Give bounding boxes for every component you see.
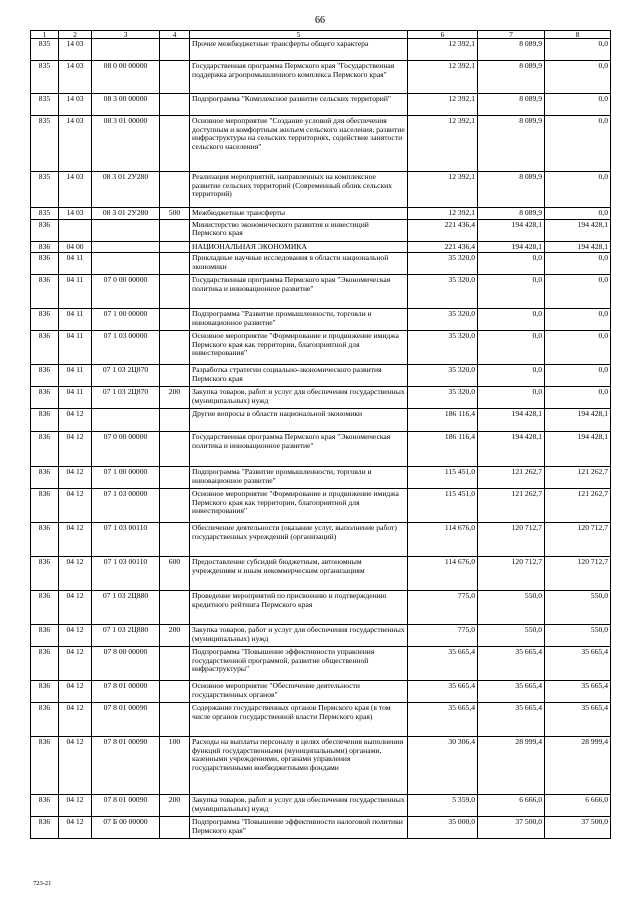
table-row xyxy=(31,219,611,241)
cell-amount-8: 0,0 xyxy=(545,39,611,61)
cell-expense-type xyxy=(160,172,190,208)
cell-admin-code: 836 xyxy=(31,241,59,253)
cell-section-code: 04 12 xyxy=(59,795,92,817)
cell-expense-type xyxy=(160,467,190,489)
cell-amount-6: 35 320,0 xyxy=(408,309,478,331)
cell-amount-7: 550,0 xyxy=(478,591,545,625)
cell-section-code: 04 12 xyxy=(59,557,92,591)
cell-amount-7: 35 665,4 xyxy=(478,647,545,681)
cell-amount-8: 37 500,0 xyxy=(545,817,611,839)
cell-name: Другие вопросы в области национальной экономики xyxy=(190,409,408,432)
cell-admin-code: 836 xyxy=(31,309,59,331)
cell-target-code: 07 0 00 00000 xyxy=(92,432,160,467)
cell-admin-code: 836 xyxy=(31,591,59,625)
cell-section-code: 04 12 xyxy=(59,591,92,625)
cell-admin-code: 835 xyxy=(31,61,59,94)
cell-target-code: 07 1 03 2Ц880 xyxy=(92,591,160,625)
cell-target-code: 07 1 03 2Ц870 xyxy=(92,387,160,409)
cell-expense-type: 200 xyxy=(160,625,190,647)
cell-amount-8: 194 428,1 xyxy=(545,241,611,253)
cell-admin-code: 836 xyxy=(31,647,59,681)
cell-amount-6: 775,0 xyxy=(408,625,478,647)
cell-name: Реализация мероприятий, направленных на комплексное развитие сельских территорий (Современный облик сельских территорий) xyxy=(190,172,408,208)
cell-amount-6: 115 451,0 xyxy=(408,489,478,523)
cell-section-code: 04 12 xyxy=(59,432,92,467)
cell-amount-8: 121 262,7 xyxy=(545,489,611,523)
cell-target-code: 07 1 00 00000 xyxy=(92,309,160,331)
table-row xyxy=(31,489,611,523)
cell-amount-8: 35 665,4 xyxy=(545,681,611,703)
table-body xyxy=(31,39,611,839)
cell-amount-7: 28 999,4 xyxy=(478,737,545,795)
cell-admin-code: 836 xyxy=(31,331,59,365)
cell-target-code: 08 3 01 00000 xyxy=(92,116,160,172)
cell-amount-7: 0,0 xyxy=(478,387,545,409)
cell-amount-7: 8 089,9 xyxy=(478,116,545,172)
cell-amount-8: 0,0 xyxy=(545,61,611,94)
cell-expense-type xyxy=(160,647,190,681)
cell-name: Основное мероприятие "Формирование и продвижение имиджа Пермского края как территории, благоприятной для инвестирования" xyxy=(190,331,408,365)
cell-amount-6: 12 392,1 xyxy=(408,172,478,208)
col-header-5: 5 xyxy=(190,31,408,39)
table-row xyxy=(31,737,611,795)
cell-amount-8: 194 428,1 xyxy=(545,409,611,432)
cell-target-code: 08 3 01 2У280 xyxy=(92,208,160,220)
cell-expense-type: 200 xyxy=(160,795,190,817)
cell-target-code: 07 1 03 00110 xyxy=(92,523,160,557)
table-row xyxy=(31,523,611,557)
table-row xyxy=(31,331,611,365)
cell-name: Подпрограмма "Комплексное развитие сельских территорий" xyxy=(190,94,408,116)
cell-amount-7: 8 089,9 xyxy=(478,208,545,220)
cell-amount-6: 35 665,4 xyxy=(408,703,478,737)
cell-section-code: 04 12 xyxy=(59,467,92,489)
cell-amount-8: 120 712,7 xyxy=(545,523,611,557)
cell-target-code: 07 0 00 00000 xyxy=(92,275,160,309)
cell-expense-type: 100 xyxy=(160,737,190,795)
cell-amount-8: 0,0 xyxy=(545,94,611,116)
cell-name: Министерство экономического развития и инвестиций Пермского края xyxy=(190,219,408,241)
cell-amount-6: 12 392,1 xyxy=(408,116,478,172)
cell-target-code: 07 8 01 00090 xyxy=(92,703,160,737)
cell-section-code: 04 12 xyxy=(59,409,92,432)
cell-admin-code: 835 xyxy=(31,39,59,61)
cell-admin-code: 836 xyxy=(31,625,59,647)
cell-admin-code: 836 xyxy=(31,387,59,409)
cell-expense-type xyxy=(160,241,190,253)
cell-name: Государственная программа Пермского края "Экономическая политика и инновационное развитие" xyxy=(190,432,408,467)
cell-name: Подпрограмма "Повышение эффективности управления государственной программой, развитие общественной инфраструктуры" xyxy=(190,647,408,681)
cell-target-code: 07 8 01 00090 xyxy=(92,795,160,817)
cell-amount-6: 12 392,1 xyxy=(408,39,478,61)
cell-section-code: 04 12 xyxy=(59,523,92,557)
col-header-1: 1 xyxy=(31,31,59,39)
cell-amount-8: 35 665,4 xyxy=(545,647,611,681)
cell-expense-type xyxy=(160,39,190,61)
cell-amount-8: 0,0 xyxy=(545,309,611,331)
cell-expense-type xyxy=(160,703,190,737)
table-row xyxy=(31,365,611,387)
cell-section-code: 14 03 xyxy=(59,61,92,94)
cell-name: Подпрограмма "Развитие промышленности, торговли и инновационное развитие" xyxy=(190,309,408,331)
cell-amount-7: 0,0 xyxy=(478,331,545,365)
cell-amount-6: 35 000,0 xyxy=(408,817,478,839)
cell-name: Прочие межбюджетные трансферты общего характера xyxy=(190,39,408,61)
cell-admin-code: 836 xyxy=(31,219,59,241)
cell-amount-6: 221 436,4 xyxy=(408,219,478,241)
cell-target-code: 07 1 03 2Ц870 xyxy=(92,365,160,387)
table-row xyxy=(31,309,611,331)
cell-admin-code: 835 xyxy=(31,116,59,172)
cell-expense-type xyxy=(160,817,190,839)
cell-name: Закупка товаров, работ и услуг для обеспечения государственных (муниципальных) нужд xyxy=(190,795,408,817)
cell-amount-7: 121 262,7 xyxy=(478,489,545,523)
cell-amount-7: 37 500,0 xyxy=(478,817,545,839)
cell-amount-6: 775,0 xyxy=(408,591,478,625)
cell-target-code: 07 1 03 00110 xyxy=(92,557,160,591)
cell-amount-7: 8 089,9 xyxy=(478,39,545,61)
cell-name: Подпрограмма "Развитие промышленности, торговли и инновационное развитие" xyxy=(190,467,408,489)
cell-section-code: 14 03 xyxy=(59,172,92,208)
col-header-3: 3 xyxy=(92,31,160,39)
cell-amount-7: 35 665,4 xyxy=(478,703,545,737)
cell-section-code: 04 12 xyxy=(59,817,92,839)
cell-section-code: 04 11 xyxy=(59,309,92,331)
cell-admin-code: 835 xyxy=(31,208,59,220)
cell-admin-code: 836 xyxy=(31,253,59,275)
cell-admin-code: 836 xyxy=(31,681,59,703)
table-header-row xyxy=(31,31,611,39)
cell-amount-7: 194 428,1 xyxy=(478,432,545,467)
cell-admin-code: 836 xyxy=(31,795,59,817)
cell-amount-8: 0,0 xyxy=(545,387,611,409)
cell-admin-code: 836 xyxy=(31,365,59,387)
cell-amount-8: 194 428,1 xyxy=(545,219,611,241)
cell-name: Основное мероприятие "Создание условий для обеспечения доступным и комфортным жильем сельского населения, развитие инфраструктуры на сельских территориях, содействие занятости сельского населения" xyxy=(190,116,408,172)
col-header-2: 2 xyxy=(59,31,92,39)
cell-expense-type xyxy=(160,523,190,557)
cell-expense-type xyxy=(160,219,190,241)
cell-expense-type: 600 xyxy=(160,557,190,591)
col-header-8: 8 xyxy=(545,31,611,39)
cell-name: Межбюджетные трансферты xyxy=(190,208,408,220)
cell-expense-type xyxy=(160,94,190,116)
cell-amount-8: 120 712,7 xyxy=(545,557,611,591)
cell-expense-type xyxy=(160,591,190,625)
budget-table xyxy=(30,30,611,839)
cell-amount-6: 12 392,1 xyxy=(408,208,478,220)
table-row xyxy=(31,467,611,489)
cell-amount-6: 5 359,0 xyxy=(408,795,478,817)
page-number: 66 xyxy=(315,15,325,26)
cell-target-code: 07 1 03 2Ц880 xyxy=(92,625,160,647)
table-row xyxy=(31,94,611,116)
cell-amount-8: 28 999,4 xyxy=(545,737,611,795)
cell-target-code xyxy=(92,39,160,61)
cell-amount-6: 12 392,1 xyxy=(408,94,478,116)
cell-amount-7: 120 712,7 xyxy=(478,523,545,557)
cell-name: Предоставление субсидий бюджетным, автономным учреждениям и иным некоммерческим организациям xyxy=(190,557,408,591)
cell-amount-7: 121 262,7 xyxy=(478,467,545,489)
cell-target-code xyxy=(92,253,160,275)
cell-amount-7: 8 089,9 xyxy=(478,94,545,116)
cell-name: Проведение мероприятий по присвоению и подтверждению кредитного рейтинга Пермского края xyxy=(190,591,408,625)
cell-amount-7: 8 089,9 xyxy=(478,61,545,94)
cell-admin-code: 836 xyxy=(31,409,59,432)
cell-admin-code: 836 xyxy=(31,817,59,839)
table-row xyxy=(31,432,611,467)
cell-target-code: 08 3 00 00000 xyxy=(92,94,160,116)
col-header-7: 7 xyxy=(478,31,545,39)
cell-amount-6: 12 392,1 xyxy=(408,61,478,94)
cell-amount-8: 194 428,1 xyxy=(545,432,611,467)
cell-amount-8: 0,0 xyxy=(545,208,611,220)
cell-admin-code: 836 xyxy=(31,489,59,523)
table-row xyxy=(31,591,611,625)
cell-target-code xyxy=(92,241,160,253)
cell-name: Расходы на выплаты персоналу в целях обеспечения выполнения функций государственными (муниципальными) органами, казенными учреждениями, органами управления государственными внебюджетными фондами xyxy=(190,737,408,795)
table-row xyxy=(31,703,611,737)
col-header-4: 4 xyxy=(160,31,190,39)
cell-section-code: 04 11 xyxy=(59,387,92,409)
table-row xyxy=(31,647,611,681)
cell-amount-8: 0,0 xyxy=(545,172,611,208)
cell-target-code: 07 1 03 00000 xyxy=(92,331,160,365)
cell-expense-type xyxy=(160,275,190,309)
cell-amount-8: 121 262,7 xyxy=(545,467,611,489)
table-row xyxy=(31,409,611,432)
cell-name: Государственная программа Пермского края "Экономическая политика и инновационное развитие" xyxy=(190,275,408,309)
cell-name: Прикладные научные исследования в области национальной экономики xyxy=(190,253,408,275)
cell-section-code xyxy=(59,219,92,241)
cell-target-code xyxy=(92,219,160,241)
cell-section-code: 14 03 xyxy=(59,39,92,61)
cell-admin-code: 836 xyxy=(31,523,59,557)
table-row xyxy=(31,795,611,817)
cell-expense-type xyxy=(160,253,190,275)
cell-section-code: 04 11 xyxy=(59,275,92,309)
cell-amount-6: 35 320,0 xyxy=(408,275,478,309)
cell-target-code xyxy=(92,409,160,432)
cell-section-code: 04 12 xyxy=(59,681,92,703)
cell-expense-type xyxy=(160,331,190,365)
cell-amount-7: 194 428,1 xyxy=(478,219,545,241)
table-row xyxy=(31,387,611,409)
cell-expense-type xyxy=(160,681,190,703)
cell-amount-7: 120 712,7 xyxy=(478,557,545,591)
cell-amount-8: 35 665,4 xyxy=(545,703,611,737)
table-row xyxy=(31,241,611,253)
cell-amount-7: 0,0 xyxy=(478,253,545,275)
cell-section-code: 14 03 xyxy=(59,208,92,220)
cell-admin-code: 836 xyxy=(31,432,59,467)
cell-name: Закупка товаров, работ и услуг для обеспечения государственных (муниципальных) нужд xyxy=(190,625,408,647)
cell-expense-type xyxy=(160,365,190,387)
cell-target-code: 07 1 00 00000 xyxy=(92,467,160,489)
cell-admin-code: 835 xyxy=(31,172,59,208)
cell-admin-code: 836 xyxy=(31,703,59,737)
cell-name: Закупка товаров, работ и услуг для обеспечения государственных (муниципальных) нужд xyxy=(190,387,408,409)
cell-expense-type xyxy=(160,309,190,331)
table-row xyxy=(31,61,611,94)
cell-amount-6: 115 451,0 xyxy=(408,467,478,489)
cell-amount-8: 0,0 xyxy=(545,275,611,309)
cell-section-code: 04 12 xyxy=(59,737,92,795)
table-row xyxy=(31,557,611,591)
cell-target-code: 07 8 01 00000 xyxy=(92,681,160,703)
cell-name: Основное мероприятие "Формирование и продвижение имиджа Пермского края как территории, благоприятной для инвестирования" xyxy=(190,489,408,523)
cell-amount-6: 35 320,0 xyxy=(408,331,478,365)
cell-target-code: 07 1 03 00000 xyxy=(92,489,160,523)
cell-amount-7: 0,0 xyxy=(478,309,545,331)
cell-section-code: 04 12 xyxy=(59,489,92,523)
cell-target-code: 08 3 01 2У280 xyxy=(92,172,160,208)
cell-amount-8: 550,0 xyxy=(545,625,611,647)
cell-section-code: 04 11 xyxy=(59,331,92,365)
cell-section-code: 04 00 xyxy=(59,241,92,253)
cell-admin-code: 836 xyxy=(31,275,59,309)
col-header-6: 6 xyxy=(408,31,478,39)
cell-admin-code: 836 xyxy=(31,467,59,489)
table-row xyxy=(31,817,611,839)
cell-target-code: 07 8 00 00000 xyxy=(92,647,160,681)
table-row xyxy=(31,253,611,275)
cell-name: Обеспечение деятельности (оказание услуг, выполнение работ) государственных учреждений (организаций) xyxy=(190,523,408,557)
cell-amount-6: 186 116,4 xyxy=(408,409,478,432)
cell-expense-type xyxy=(160,409,190,432)
cell-amount-7: 194 428,1 xyxy=(478,241,545,253)
cell-section-code: 04 12 xyxy=(59,647,92,681)
cell-name: Разработка стратегии социально-экономического развития Пермского края xyxy=(190,365,408,387)
cell-expense-type: 200 xyxy=(160,387,190,409)
cell-target-code: 08 0 00 00000 xyxy=(92,61,160,94)
cell-section-code: 14 03 xyxy=(59,94,92,116)
cell-amount-8: 550,0 xyxy=(545,591,611,625)
cell-amount-6: 114 676,0 xyxy=(408,523,478,557)
cell-amount-6: 186 116,4 xyxy=(408,432,478,467)
table-row xyxy=(31,208,611,220)
cell-expense-type xyxy=(160,116,190,172)
cell-name: Содержание государственных органов Пермского края (в том числе органов государственной власти Пермского края) xyxy=(190,703,408,737)
cell-name: Основное мероприятие "Обеспечение деятельности государственных органов" xyxy=(190,681,408,703)
cell-name: Государственная программа Пермского края "Государственная поддержка агропромышленного комплекса Пермского края" xyxy=(190,61,408,94)
cell-expense-type xyxy=(160,61,190,94)
cell-amount-8: 6 666,0 xyxy=(545,795,611,817)
cell-section-code: 04 11 xyxy=(59,253,92,275)
cell-amount-8: 0,0 xyxy=(545,116,611,172)
cell-name: Подпрограмма "Повышение эффективности налоговой политики Пермского края" xyxy=(190,817,408,839)
cell-amount-7: 194 428,1 xyxy=(478,409,545,432)
cell-amount-6: 30 306,4 xyxy=(408,737,478,795)
cell-amount-7: 8 089,9 xyxy=(478,172,545,208)
cell-admin-code: 835 xyxy=(31,94,59,116)
cell-section-code: 04 12 xyxy=(59,625,92,647)
cell-amount-8: 0,0 xyxy=(545,365,611,387)
cell-amount-6: 35 665,4 xyxy=(408,647,478,681)
cell-amount-6: 35 320,0 xyxy=(408,387,478,409)
cell-admin-code: 836 xyxy=(31,737,59,795)
cell-amount-6: 35 320,0 xyxy=(408,253,478,275)
cell-name: НАЦИОНАЛЬНАЯ ЭКОНОМИКА xyxy=(190,241,408,253)
table-row xyxy=(31,172,611,208)
cell-amount-7: 0,0 xyxy=(478,365,545,387)
cell-target-code: 07 8 01 00090 xyxy=(92,737,160,795)
cell-admin-code: 836 xyxy=(31,557,59,591)
cell-amount-6: 35 320,0 xyxy=(408,365,478,387)
cell-amount-7: 35 665,4 xyxy=(478,681,545,703)
cell-expense-type: 500 xyxy=(160,208,190,220)
cell-amount-7: 550,0 xyxy=(478,625,545,647)
cell-expense-type xyxy=(160,489,190,523)
cell-amount-6: 114 676,0 xyxy=(408,557,478,591)
cell-section-code: 14 03 xyxy=(59,116,92,172)
cell-amount-6: 35 665,4 xyxy=(408,681,478,703)
cell-amount-8: 0,0 xyxy=(545,253,611,275)
cell-amount-7: 6 666,0 xyxy=(478,795,545,817)
table-row xyxy=(31,39,611,61)
cell-section-code: 04 11 xyxy=(59,365,92,387)
table-row xyxy=(31,275,611,309)
cell-section-code: 04 12 xyxy=(59,703,92,737)
footer-code: 723-21 xyxy=(33,880,52,887)
table-row xyxy=(31,116,611,172)
cell-expense-type xyxy=(160,432,190,467)
cell-amount-8: 0,0 xyxy=(545,331,611,365)
cell-target-code: 07 Б 00 00000 xyxy=(92,817,160,839)
table-row xyxy=(31,625,611,647)
cell-amount-7: 0,0 xyxy=(478,275,545,309)
cell-amount-6: 221 436,4 xyxy=(408,241,478,253)
table-row xyxy=(31,681,611,703)
